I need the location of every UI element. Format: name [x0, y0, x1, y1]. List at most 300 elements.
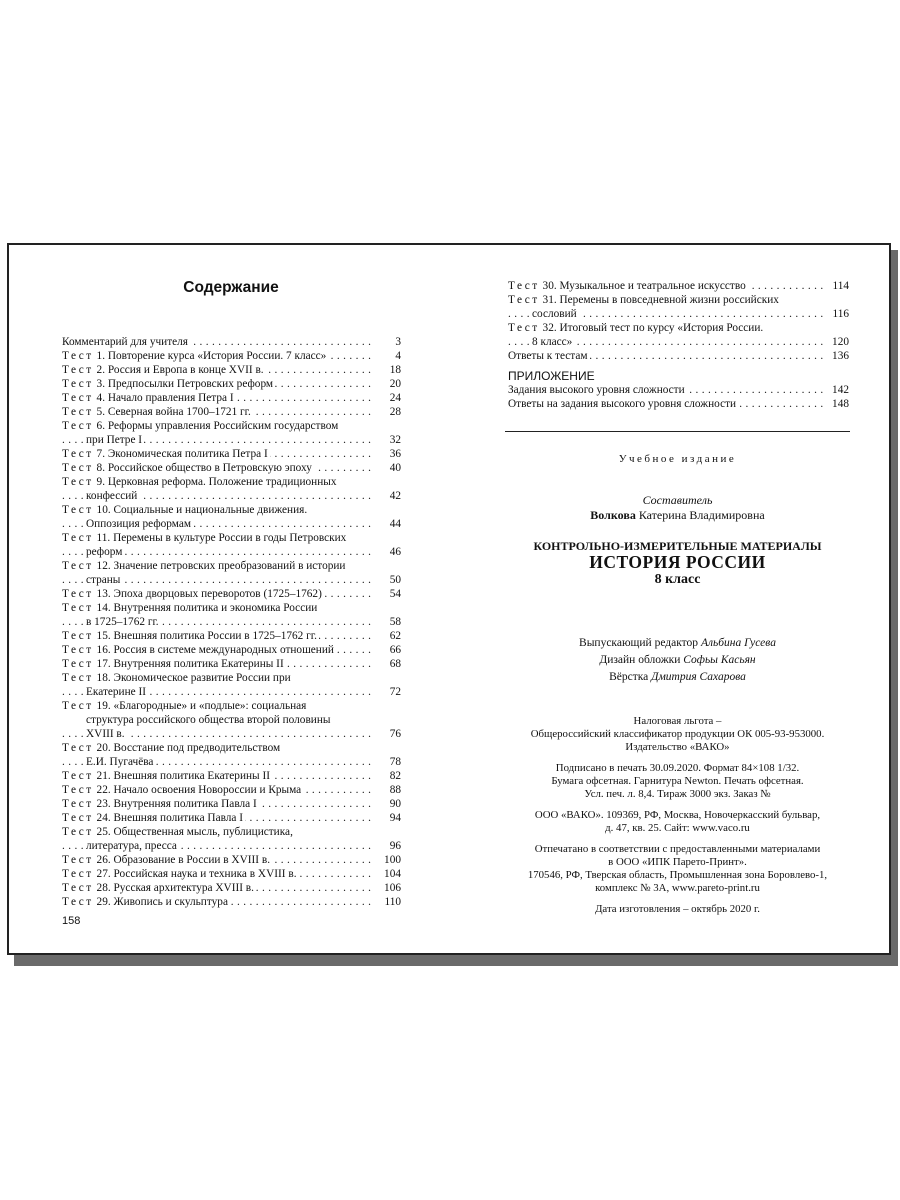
toc-text	[62, 671, 375, 685]
toc-text	[508, 349, 823, 363]
page-ref: 18	[389, 364, 401, 376]
entry-title-cont: Оппозиция реформам	[86, 518, 191, 530]
toc-line	[62, 825, 401, 839]
toc-title: Содержание	[183, 279, 279, 296]
divider	[505, 431, 850, 432]
toc-text	[62, 853, 375, 867]
toc-entry	[62, 349, 401, 363]
page-number: 158	[62, 915, 81, 927]
page-ref: 44	[389, 518, 401, 530]
test-number: Тест	[62, 672, 94, 684]
test-number: Тест	[62, 406, 94, 418]
toc-label: Тест 8. Российское общество в Петровскую эпоху	[62, 462, 312, 474]
toc-entry	[62, 503, 401, 531]
page-ref: 120	[832, 336, 849, 348]
toc-line	[62, 405, 401, 419]
book-title: ИСТОРИЯ РОССИИ	[589, 552, 766, 572]
entry-title: Живопись и скульптура	[113, 896, 228, 908]
toc-text	[62, 531, 375, 545]
entry-title: Северная война 1700–1721 гг.	[107, 406, 251, 418]
toc-label: Тест 19. «Благородные» и «подлые»: социальная	[62, 700, 307, 712]
toc-entry	[62, 447, 401, 461]
toc-text	[508, 383, 823, 397]
page-ref: 106	[384, 882, 401, 894]
toc-label: Тест 11. Перемены в культуре России в годы Петровских	[62, 532, 347, 544]
page-ref: 3	[395, 336, 401, 348]
toc-text	[62, 391, 375, 405]
toc-entry	[62, 531, 401, 559]
imprint-line: ООО «ВАКО». 109369, РФ, Москва, Новочеркасский бульвар,	[534, 809, 821, 821]
toc-label: Тест 23. Внутренняя политика Павла I	[62, 798, 257, 810]
edition-type: Учебное издание	[618, 453, 737, 465]
page-ref: 58	[389, 616, 401, 628]
toc-label: Тест 16. Россия в системе международных отношений	[62, 644, 334, 656]
toc-text	[62, 363, 375, 377]
entry-title: Церковная реформа. Положение традиционных	[107, 476, 337, 488]
imprint-line: 170546, РФ, Тверская область, Промышленная зона Боровлево-1,	[527, 869, 828, 881]
toc-text	[62, 657, 375, 671]
toc-label: Тест 14. Внутренняя политика и экономика России	[62, 602, 318, 614]
page-ref: 142	[832, 384, 849, 396]
credit-role: Выпускающий редактор	[579, 637, 701, 649]
toc-line	[62, 601, 401, 615]
toc-text	[62, 489, 375, 503]
toc-label: Тест 31. Перемены в повседневной жизни российских	[508, 294, 779, 306]
toc-line	[62, 839, 401, 853]
page-ref: 62	[389, 630, 401, 642]
entry-title: Реформы управления Российским государством	[107, 420, 339, 432]
toc-line	[508, 383, 849, 397]
compiler-label: Составитель	[642, 493, 713, 507]
toc-label: Тест 30. Музыкальное и театральное искусство	[508, 280, 746, 292]
credit-line	[505, 652, 850, 669]
entry-title-cont: конфессий	[86, 490, 138, 502]
toc-entry	[62, 881, 401, 895]
toc-line	[62, 741, 401, 755]
entry-title-cont: страны	[86, 574, 121, 586]
test-number: Тест	[62, 742, 94, 754]
toc-text	[62, 727, 375, 741]
page-ref: 116	[832, 308, 849, 320]
toc-line	[62, 531, 401, 545]
toc-text	[62, 825, 375, 839]
page-ref: 76	[389, 728, 401, 740]
toc-line	[62, 419, 401, 433]
toc-text	[62, 545, 375, 559]
test-number: Тест	[62, 770, 94, 782]
toc-line	[62, 447, 401, 461]
test-number: Тест	[62, 812, 94, 824]
page-ref: 42	[389, 490, 401, 502]
entry-title: Повторение курса «История России. 7 класс»	[107, 350, 327, 362]
imprint-line: Дата изготовления – октябрь 2020 г.	[595, 903, 760, 915]
imprint-line: д. 47, кв. 25. Сайт: www.vaco.ru	[605, 822, 750, 834]
toc-entry	[508, 321, 849, 349]
toc-line	[62, 363, 401, 377]
book-spread	[7, 243, 891, 955]
toc-line	[62, 517, 401, 531]
toc-line	[62, 853, 401, 867]
imprint-paragraph	[505, 809, 850, 835]
toc-text	[508, 293, 823, 307]
toc-text	[62, 839, 375, 853]
test-number: Тест	[62, 854, 94, 866]
toc-line	[62, 755, 401, 769]
credit-role: Вёрстка	[609, 671, 652, 683]
toc-text	[62, 783, 375, 797]
toc-label	[508, 398, 738, 410]
entry-title: Задания высокого уровня сложности	[508, 384, 685, 396]
page-ref: 24	[389, 392, 401, 404]
toc-text	[62, 377, 375, 391]
toc-line	[62, 461, 401, 475]
entry-title: Эпоха дворцовых переворотов (1725–1762)	[113, 588, 322, 600]
imprint-line: Усл. печ. л. 8,4. Тираж 3000 экз. Заказ №	[584, 788, 771, 800]
entry-title: Ответы на задания высокого уровня сложности	[508, 398, 737, 410]
entry-title: Предпосылки Петровских реформ	[107, 378, 274, 390]
toc-text	[62, 573, 375, 587]
toc-line	[62, 713, 401, 727]
toc-text	[62, 461, 375, 475]
credit-name: Альбина Гусева	[700, 637, 776, 649]
test-number: Тест	[62, 602, 94, 614]
page-ref: 82	[389, 770, 401, 782]
entry-title: Музыкальное и театральное искусство	[559, 280, 746, 292]
toc-text	[62, 475, 375, 489]
entry-title-cont: XVIII в.	[86, 728, 125, 740]
toc-line	[508, 321, 849, 335]
test-number: Тест	[62, 364, 94, 376]
test-number: Тест	[62, 532, 94, 544]
page-ref: 114	[832, 280, 849, 292]
entry-title-cont: литература, пресса	[86, 840, 177, 852]
test-number: Тест	[62, 896, 94, 908]
toc-entry	[62, 699, 401, 741]
toc-line	[62, 503, 401, 517]
toc-entry	[62, 783, 401, 797]
toc-line	[508, 335, 849, 349]
credit-line	[505, 669, 850, 686]
toc-entry	[62, 825, 401, 853]
toc-line	[62, 685, 401, 699]
toc-label: Тест 13. Эпоха дворцовых переворотов (1725–1762)	[62, 588, 322, 600]
imprint-paragraph	[505, 843, 850, 895]
entry-title-cont: 8 класс»	[532, 336, 573, 348]
toc-line	[62, 671, 401, 685]
toc-label: Тест 7. Экономическая политика Петра I	[62, 448, 268, 460]
toc-label	[508, 384, 687, 396]
entry-title: Ответы к тестам	[508, 350, 588, 362]
toc-label: Тест 27. Российская наука и техника в XVIII в.	[62, 868, 297, 880]
toc-entry	[62, 867, 401, 881]
toc-entry	[62, 559, 401, 587]
toc-entry	[62, 461, 401, 475]
toc-continuation	[508, 279, 849, 411]
credit-name: Софьы Касьян	[683, 654, 756, 666]
toc-line	[62, 559, 401, 573]
entry-title: Внутренняя политика Павла I	[113, 798, 257, 810]
toc-text	[62, 587, 375, 601]
test-number: Тест	[62, 700, 94, 712]
imprint-line: Общероссийский классификатор продукции ОК 005-93-953000.	[530, 728, 825, 740]
toc-label: Тест 18. Экономическое развитие России при	[62, 672, 291, 684]
test-number: Тест	[62, 378, 94, 390]
page-ref: 68	[389, 658, 401, 670]
toc-text	[62, 629, 375, 643]
toc-line	[62, 783, 401, 797]
imprint-line: в ООО «ИПК Парето-Принт».	[608, 856, 747, 868]
toc-entry	[62, 853, 401, 867]
test-number: Тест	[62, 392, 94, 404]
toc-entry	[62, 335, 401, 349]
toc-label: Тест 22. Начало освоения Новороссии и Крыма	[62, 784, 302, 796]
toc-text	[62, 643, 375, 657]
toc-text	[62, 419, 375, 433]
page-ref: 90	[389, 798, 401, 810]
page-ref: 36	[389, 448, 401, 460]
toc-entry	[62, 797, 401, 811]
test-number: Тест	[62, 798, 94, 810]
series-title: КОНТРОЛЬНО-ИЗМЕРИТЕЛЬНЫЕ МАТЕРИАЛЫ	[533, 539, 822, 553]
page-ref: 46	[389, 546, 401, 558]
credits-block	[505, 635, 850, 686]
page-ref: 20	[389, 378, 401, 390]
toc-entry	[508, 293, 849, 321]
page-ref: 104	[384, 868, 401, 880]
toc-line	[62, 573, 401, 587]
imprint-paragraph	[505, 762, 850, 801]
test-number: Тест	[62, 420, 94, 432]
toc-entry	[62, 741, 401, 769]
toc-label: Тест 10. Социальные и национальные движения.	[62, 504, 308, 516]
toc-label: Тест 29. Живопись и скульптура	[62, 896, 228, 908]
page-ref: 88	[389, 784, 401, 796]
imprint-line: Подписано в печать 30.09.2020. Формат 84×108 1/32.	[555, 762, 800, 774]
toc-text	[508, 335, 823, 349]
test-number: Тест	[508, 322, 540, 334]
test-number: Тест	[62, 350, 94, 362]
page-ref: 40	[389, 462, 401, 474]
toc-entry	[62, 405, 401, 419]
toc-label: Тест 6. Реформы управления Российским государством	[62, 420, 339, 432]
toc-line	[62, 391, 401, 405]
page-ref: 100	[384, 854, 401, 866]
toc-label: Тест 4. Начало правления Петра I	[62, 392, 234, 404]
toc-label: Тест 20. Восстание под предводительством	[62, 742, 281, 754]
toc-entry	[508, 383, 849, 397]
entry-title: Восстание под предводительством	[113, 742, 281, 754]
toc-text	[62, 769, 375, 783]
toc-label: Тест 28. Русская архитектура XVIII в.	[62, 882, 254, 894]
toc-line	[62, 895, 401, 909]
imprint-line: комплекс № 3А, www.pareto-print.ru	[595, 882, 760, 894]
page-ref: 54	[389, 588, 401, 600]
compiler-surname: Волкова	[590, 508, 636, 522]
toc-text	[62, 559, 375, 573]
left-page	[9, 245, 453, 953]
toc-label	[62, 336, 190, 348]
test-number: Тест	[62, 658, 94, 670]
toc-line	[62, 657, 401, 671]
entry-title: Начало правления Петра I	[107, 392, 234, 404]
entry-title: Российское общество в Петровскую эпоху	[107, 462, 312, 474]
toc-line	[62, 433, 401, 447]
page-ref: 148	[832, 398, 849, 410]
compiler-block	[505, 493, 850, 523]
toc-text	[508, 321, 823, 335]
entry-title-cont: реформ	[86, 546, 123, 558]
toc-text	[62, 797, 375, 811]
toc-label	[508, 350, 590, 362]
toc-text	[62, 615, 375, 629]
credit-name: Дмитрия Сахарова	[651, 671, 746, 683]
toc-entry	[62, 377, 401, 391]
toc-entry	[62, 671, 401, 699]
entry-title: Комментарий для учителя	[62, 336, 188, 348]
entry-title-cont: структура российского общества второй половины	[86, 714, 331, 726]
page-ref: 32	[389, 434, 401, 446]
test-number: Тест	[62, 630, 94, 642]
entry-title: Россия и Европа в конце XVII в.	[107, 364, 264, 376]
entry-title: Образование в России в XVIII в.	[113, 854, 271, 866]
toc-line	[62, 475, 401, 489]
appendix-title: ПРИЛОЖЕНИЕ	[508, 369, 595, 383]
entry-title: Перемены в повседневной жизни российских	[559, 294, 779, 306]
test-number: Тест	[62, 504, 94, 516]
test-number: Тест	[62, 644, 94, 656]
toc-entry	[62, 587, 401, 601]
toc-entry	[62, 363, 401, 377]
toc-entry	[62, 419, 401, 447]
toc-line	[62, 629, 401, 643]
toc-line	[62, 867, 401, 881]
page-ref: 136	[832, 350, 849, 362]
toc-line	[62, 811, 401, 825]
grade: 8 класс	[654, 572, 701, 587]
toc-text	[62, 503, 375, 517]
toc-entry	[62, 475, 401, 503]
entry-title-cont: сословий	[532, 308, 577, 320]
imprint-line: Бумага офсетная. Гарнитура Newton. Печать офсетная.	[551, 775, 804, 787]
toc-entry	[62, 629, 401, 643]
test-number: Тест	[62, 476, 94, 488]
toc-line	[62, 377, 401, 391]
imprint-line: Издательство «ВАКО»	[625, 741, 730, 753]
toc-text	[508, 279, 823, 293]
compiler-full-name	[505, 508, 850, 523]
toc-label: Тест 17. Внутренняя политика Екатерины II	[62, 658, 284, 670]
toc-text	[62, 405, 375, 419]
appendix-list	[508, 383, 849, 411]
test-number: Тест	[62, 826, 94, 838]
entry-title: «Благородные» и «подлые»: социальная	[113, 700, 307, 712]
toc-text	[62, 811, 375, 825]
entry-title: Россия в системе международных отношений	[113, 644, 334, 656]
title-block	[505, 539, 850, 589]
page-ref: 66	[389, 644, 401, 656]
toc-entry	[62, 601, 401, 629]
entry-title-cont: Екатерине II	[86, 686, 146, 698]
test-number: Тест	[62, 868, 94, 880]
entry-title: Российская наука и техника в XVIII в.	[113, 868, 297, 880]
toc-line	[62, 769, 401, 783]
entry-title: Начало освоения Новороссии и Крыма	[113, 784, 302, 796]
toc-text	[62, 517, 375, 531]
imprint-line: Налоговая льгота –	[633, 715, 722, 727]
entry-title: Внешняя политика России в 1725–1762 гг.	[113, 630, 317, 642]
toc-list	[62, 335, 401, 909]
entry-title: Внутренняя политика Екатерины II	[113, 658, 284, 670]
toc-line	[508, 279, 849, 293]
test-number: Тест	[62, 560, 94, 572]
page-ref: 94	[389, 812, 401, 824]
toc-line	[62, 797, 401, 811]
entry-title: Экономическая политика Петра I	[107, 448, 268, 460]
toc-text	[508, 307, 823, 321]
toc-line	[62, 489, 401, 503]
entry-title: Значение петровских преобразований в истории	[113, 560, 346, 572]
toc-line	[508, 293, 849, 307]
toc-label: Тест 9. Церковная реформа. Положение традиционных	[62, 476, 337, 488]
toc-text	[62, 755, 375, 769]
test-number: Тест	[62, 784, 94, 796]
toc-list-right	[508, 279, 849, 363]
toc-label: Тест 21. Внешняя политика Екатерины II	[62, 770, 270, 782]
toc-line	[508, 307, 849, 321]
toc-label: Тест 2. Россия и Европа в конце XVII в.	[62, 364, 264, 376]
toc-text	[62, 741, 375, 755]
toc-label: Тест 25. Общественная мысль, публицистика,	[62, 826, 293, 838]
toc-text	[62, 881, 375, 895]
toc-text	[62, 895, 375, 909]
toc-line	[62, 643, 401, 657]
test-number: Тест	[62, 462, 94, 474]
toc-text	[62, 867, 375, 881]
toc-entry	[62, 391, 401, 405]
toc-label: Тест 12. Значение петровских преобразований в истории	[62, 560, 346, 572]
entry-title: Русская архитектура XVIII в.	[113, 882, 254, 894]
toc-line	[62, 587, 401, 601]
test-number: Тест	[62, 448, 94, 460]
toc-text	[62, 433, 375, 447]
imprint-paragraph	[505, 903, 850, 916]
entry-title: Итоговый тест по курсу «История России.	[559, 322, 764, 334]
page-ref: 96	[389, 840, 401, 852]
toc-text	[62, 447, 375, 461]
test-number: Тест	[62, 588, 94, 600]
compiler-name: Катерина Владимировна	[638, 508, 765, 522]
entry-title: Внешняя политика Павла I	[113, 812, 244, 824]
toc-line	[62, 545, 401, 559]
imprint-paragraph	[505, 715, 850, 754]
toc-text	[62, 335, 375, 349]
toc-text	[62, 713, 375, 727]
entry-title-cont: в 1725–1762 гг.	[86, 616, 159, 628]
toc-entry	[508, 349, 849, 363]
page-ref: 4	[395, 350, 401, 362]
toc-text	[62, 349, 375, 363]
toc-entry	[62, 811, 401, 825]
toc-label: Тест 26. Образование в России в XVIII в.	[62, 854, 271, 866]
toc-entry	[62, 895, 401, 909]
test-number: Тест	[508, 294, 540, 306]
toc-label: Тест 3. Предпосылки Петровских реформ	[62, 378, 274, 390]
entry-title: Внешняя политика Екатерины II	[113, 770, 270, 782]
test-number: Тест	[508, 280, 540, 292]
page-ref: 110	[384, 896, 401, 908]
toc-entry	[508, 397, 849, 411]
toc-line	[62, 615, 401, 629]
